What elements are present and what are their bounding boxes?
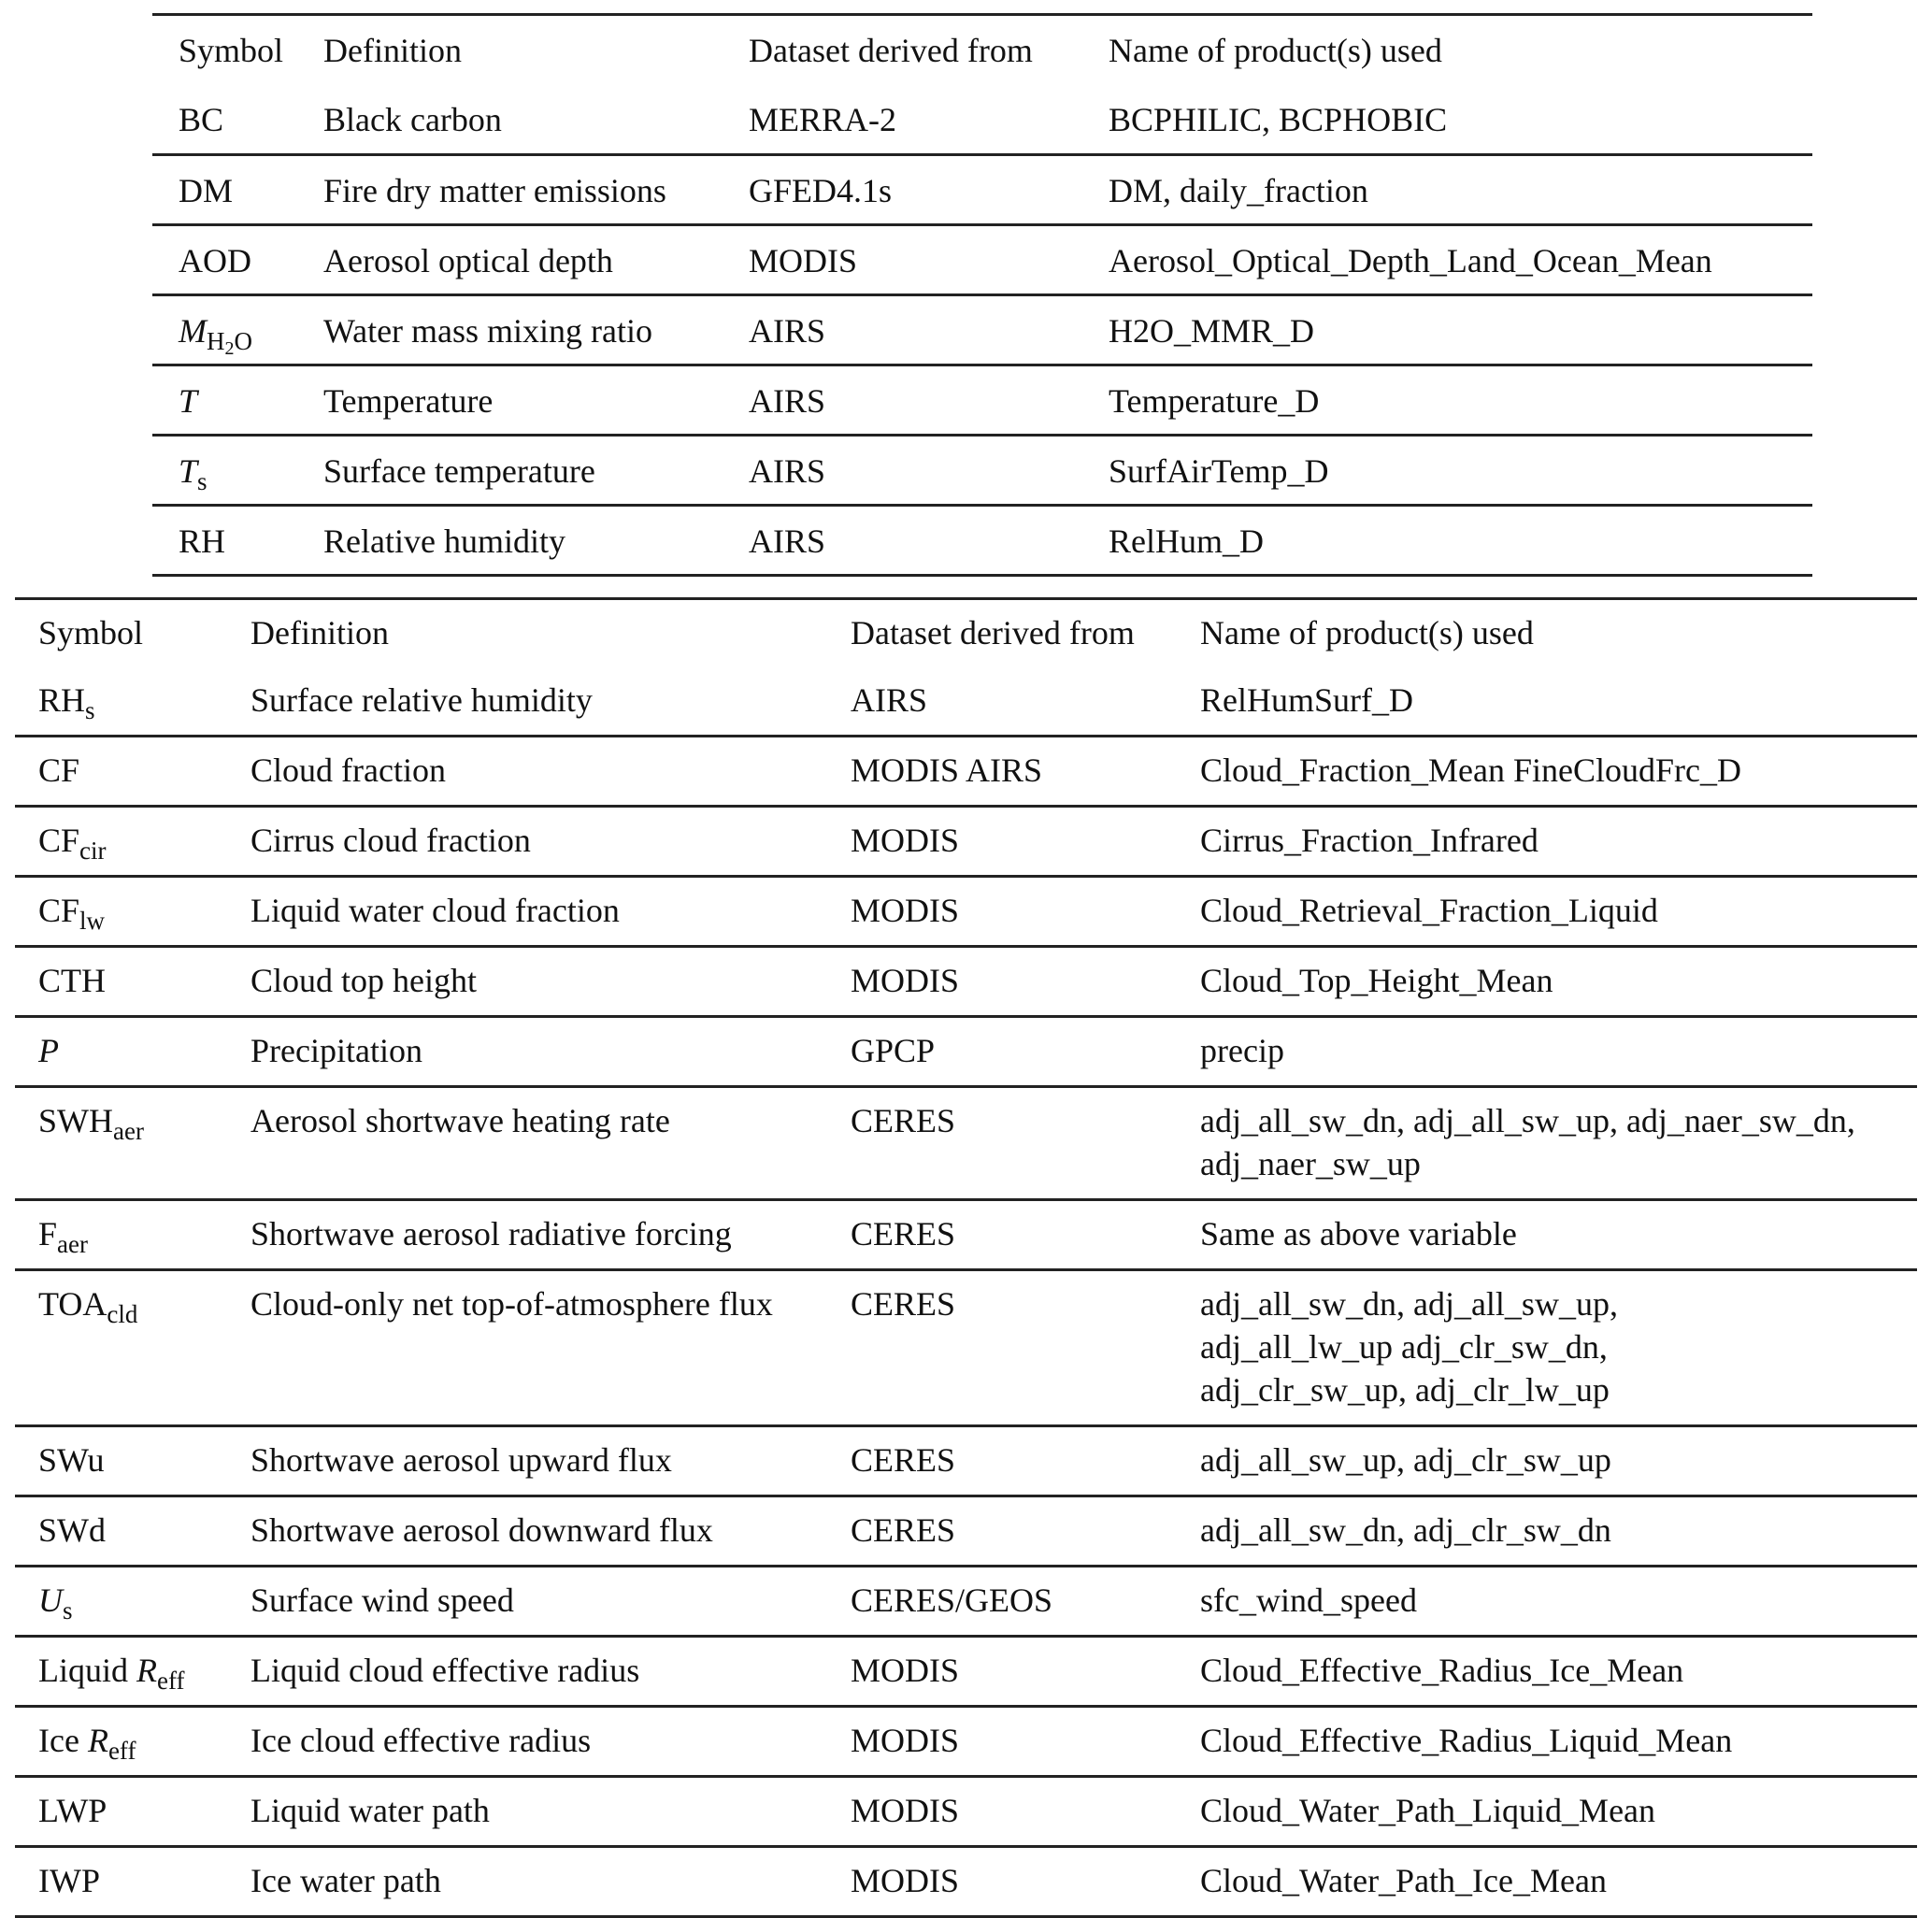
cell-definition: Ice cloud effective radius — [250, 1722, 592, 1759]
symbol-main: SWu — [38, 1441, 105, 1479]
cell-dataset: MODIS — [851, 1722, 960, 1759]
cell-definition: Precipitation — [250, 1032, 422, 1069]
cell-product: Temperature_D — [1109, 382, 1320, 420]
cell-product: sfc_wind_speed — [1200, 1582, 1417, 1619]
cell-dataset: MODIS — [851, 822, 960, 859]
table-row — [152, 85, 1812, 155]
cell-product: Cloud_Effective_Radius_Ice_Mean — [1200, 1652, 1684, 1689]
cell-product: Cloud_Retrieval_Fraction_Liquid — [1200, 892, 1658, 929]
symbol-subscript — [197, 467, 208, 495]
cell-product: Cloud_Effective_Radius_Liquid_Mean — [1200, 1722, 1733, 1759]
cell-symbol — [15, 1426, 250, 1496]
cell-product: H2O_MMR_D — [1109, 312, 1315, 350]
cell-dataset: AIRS — [749, 312, 826, 350]
cell-symbol — [15, 1637, 250, 1707]
symbol-main: CF — [38, 892, 80, 929]
cell-definition: Liquid water path — [250, 1792, 490, 1829]
symbol-subscript-text: H — [207, 327, 225, 355]
cell-product: Cloud_Fraction_Mean FineCloudFrc_D — [1200, 751, 1741, 789]
cell-symbol — [15, 1087, 250, 1200]
symbol-subscript-text: lw — [79, 907, 106, 935]
symbol-subscript-text: aer — [57, 1230, 88, 1258]
cell-product: BCPHILIC, BCPHOBIC — [1109, 100, 1448, 138]
cell-dataset: AIRS — [749, 452, 826, 490]
symbol-subscript-text: s — [197, 467, 208, 495]
symbol-main: RH — [38, 681, 86, 719]
symbol-subscript — [157, 1667, 184, 1695]
symbol-subscript-3: O — [234, 327, 252, 355]
cell-symbol — [15, 1017, 250, 1087]
header-definition: Definition — [323, 32, 462, 69]
table-row — [15, 667, 1917, 737]
symbol-main: R — [136, 1652, 157, 1689]
table-row — [152, 436, 1812, 506]
cell-definition: Cloud fraction — [250, 751, 446, 789]
symbol-main: T — [179, 452, 198, 490]
table-row — [152, 295, 1812, 365]
cell-dataset: MODIS — [851, 892, 960, 929]
cell-definition: Shortwave aerosol radiative forcing — [250, 1215, 732, 1252]
symbol-subscript-text: cld — [107, 1300, 138, 1328]
cell-dataset: CERES — [851, 1102, 956, 1139]
cell-product: precip — [1200, 1032, 1284, 1069]
cell-definition: Aerosol optical depth — [323, 242, 613, 279]
cell-symbol — [15, 1270, 250, 1426]
cell-dataset: GPCP — [851, 1032, 936, 1069]
symbol-subscript — [107, 1300, 137, 1328]
symbol-subscript — [108, 1737, 136, 1765]
symbol-prefix: Ice — [38, 1722, 88, 1759]
cell-definition: Ice water path — [250, 1862, 441, 1899]
table-row — [15, 1270, 1917, 1426]
table-row — [15, 807, 1917, 877]
symbol-subscript — [113, 1117, 144, 1145]
symbol-subscript-text: aer — [113, 1117, 144, 1145]
symbol-main: T — [179, 382, 198, 420]
table-row — [15, 1777, 1917, 1847]
header-dataset: Dataset derived from — [851, 614, 1135, 651]
cell-product: adj_all_sw_dn, adj_all_sw_up, adj_all_lw_up adj_clr_sw_dn, adj_clr_sw_up, adj_clr_lw_up — [1200, 1285, 1618, 1409]
header-dataset: Dataset derived from — [749, 32, 1033, 69]
header-symbol: Symbol — [179, 32, 284, 69]
symbol-main: LWP — [38, 1792, 107, 1829]
cell-definition: Liquid water cloud fraction — [250, 892, 620, 929]
cell-dataset: MODIS — [851, 1862, 960, 1899]
cell-symbol — [15, 877, 250, 947]
symbol-subscript — [79, 837, 106, 865]
symbol-subscript — [207, 327, 252, 359]
table-row — [15, 1707, 1917, 1777]
symbol-subscript-2: 2 — [224, 338, 235, 359]
cell-dataset: MERRA-2 — [749, 100, 897, 138]
symbol-main: CF — [38, 751, 80, 789]
table-row — [152, 506, 1812, 576]
cell-symbol — [15, 1200, 250, 1270]
cell-product: Cloud_Water_Path_Ice_Mean — [1200, 1862, 1607, 1899]
table-row — [15, 1087, 1917, 1200]
table-row — [152, 365, 1812, 436]
cell-definition: Shortwave aerosol upward flux — [250, 1441, 672, 1479]
symbol-subscript — [79, 907, 105, 935]
symbol-main: BC — [179, 100, 224, 138]
table-header-row — [152, 15, 1812, 85]
cell-dataset: CERES — [851, 1285, 956, 1323]
variables-table-2 — [15, 597, 1917, 1918]
symbol-subscript — [85, 696, 95, 724]
cell-dataset: CERES — [851, 1441, 956, 1479]
cell-product: SurfAirTemp_D — [1109, 452, 1329, 490]
cell-definition: Black carbon — [323, 100, 502, 138]
symbol-main: CTH — [38, 962, 106, 999]
cell-symbol — [15, 1707, 250, 1777]
cell-definition: Cloud top height — [250, 962, 477, 999]
table-row — [15, 737, 1917, 807]
symbol-main: CF — [38, 822, 80, 859]
symbol-main: M — [179, 312, 207, 350]
cell-symbol — [15, 667, 250, 737]
cell-dataset: MODIS — [851, 1652, 960, 1689]
table-row — [15, 877, 1917, 947]
table-header-row — [15, 599, 1917, 668]
cell-dataset: MODIS AIRS — [851, 751, 1043, 789]
table-row — [15, 1496, 1917, 1567]
header-symbol: Symbol — [38, 614, 144, 651]
cell-symbol — [15, 737, 250, 807]
cell-product: adj_all_sw_up, adj_clr_sw_up — [1200, 1441, 1611, 1479]
header-product: Name of product(s) used — [1109, 32, 1442, 69]
table-row — [15, 1200, 1917, 1270]
table-row — [15, 1637, 1917, 1707]
symbol-subscript-text: eff — [157, 1667, 185, 1695]
cell-definition: Aerosol shortwave heating rate — [250, 1102, 670, 1139]
cell-symbol — [152, 295, 323, 365]
symbol-main: SWH — [38, 1102, 113, 1139]
symbol-subscript-text: s — [85, 696, 95, 724]
cell-dataset: AIRS — [749, 522, 826, 560]
cell-product: adj_all_sw_dn, adj_all_sw_up, adj_naer_sw_dn, adj_naer_sw_up — [1200, 1102, 1855, 1182]
symbol-subscript — [57, 1230, 88, 1258]
cell-product: Cloud_Top_Height_Mean — [1200, 962, 1553, 999]
cell-dataset: AIRS — [749, 382, 826, 420]
cell-symbol — [152, 85, 323, 155]
header-product: Name of product(s) used — [1200, 614, 1534, 651]
cell-definition: Surface temperature — [323, 452, 595, 490]
cell-product: RelHumSurf_D — [1200, 681, 1413, 719]
symbol-subscript-text: eff — [107, 1737, 136, 1765]
cell-definition: Shortwave aerosol downward flux — [250, 1511, 713, 1549]
symbol-subscript — [63, 1596, 73, 1625]
symbol-main: P — [38, 1032, 59, 1069]
table-row — [15, 1567, 1917, 1637]
table-row — [152, 155, 1812, 225]
cell-symbol — [152, 225, 323, 295]
symbol-subscript-text: cir — [79, 837, 107, 865]
cell-symbol — [15, 807, 250, 877]
symbol-main: RH — [179, 522, 226, 560]
cell-dataset: MODIS — [851, 962, 960, 999]
cell-product: adj_all_sw_dn, adj_clr_sw_dn — [1200, 1511, 1611, 1549]
cell-symbol — [152, 506, 323, 576]
cell-definition: Cirrus cloud fraction — [250, 822, 531, 859]
cell-product: Same as above variable — [1200, 1215, 1517, 1252]
symbol-main: IWP — [38, 1862, 100, 1899]
table-row — [152, 225, 1812, 295]
cell-symbol — [152, 436, 323, 506]
cell-product: Aerosol_Optical_Depth_Land_Ocean_Mean — [1109, 242, 1712, 279]
cell-product: Cirrus_Fraction_Infrared — [1200, 822, 1538, 859]
cell-definition: Liquid cloud effective radius — [250, 1652, 640, 1689]
symbol-main: DM — [179, 172, 234, 209]
symbol-prefix: Liquid — [38, 1652, 136, 1689]
cell-symbol — [15, 1567, 250, 1637]
cell-product: RelHum_D — [1109, 522, 1264, 560]
cell-dataset: CERES — [851, 1511, 956, 1549]
cell-dataset: MODIS — [851, 1792, 960, 1829]
symbol-main: U — [38, 1582, 63, 1619]
table-row — [15, 947, 1917, 1017]
symbol-main: AOD — [179, 242, 251, 279]
symbol-main: SWd — [38, 1511, 106, 1549]
symbol-main: R — [87, 1722, 108, 1759]
table-row — [15, 1017, 1917, 1087]
header-definition: Definition — [250, 614, 389, 651]
cell-definition: Fire dry matter emissions — [323, 172, 666, 209]
cell-definition: Water mass mixing ratio — [323, 312, 653, 350]
cell-definition: Relative humidity — [323, 522, 565, 560]
cell-symbol — [152, 365, 323, 436]
cell-definition: Cloud-only net top-of-atmosphere flux — [250, 1285, 773, 1323]
cell-dataset: MODIS — [749, 242, 858, 279]
symbol-main: F — [38, 1215, 58, 1252]
symbol-main: TOA — [38, 1285, 107, 1323]
symbol-subscript-text: s — [63, 1596, 73, 1625]
table-row — [15, 1847, 1917, 1917]
cell-definition: Temperature — [323, 382, 494, 420]
cell-dataset: CERES/GEOS — [851, 1582, 1053, 1619]
cell-symbol — [15, 947, 250, 1017]
cell-product: Cloud_Water_Path_Liquid_Mean — [1200, 1792, 1656, 1829]
cell-dataset: GFED4.1s — [749, 172, 893, 209]
cell-symbol — [152, 155, 323, 225]
table-row — [15, 1426, 1917, 1496]
cell-dataset: CERES — [851, 1215, 956, 1252]
cell-definition: Surface wind speed — [250, 1582, 514, 1619]
cell-definition: Surface relative humidity — [250, 681, 593, 719]
cell-product: DM, daily_fraction — [1109, 172, 1368, 209]
cell-symbol — [15, 1777, 250, 1847]
cell-symbol — [15, 1847, 250, 1917]
cell-dataset: AIRS — [851, 681, 928, 719]
cell-symbol — [15, 1496, 250, 1567]
variables-table-1 — [152, 13, 1812, 577]
